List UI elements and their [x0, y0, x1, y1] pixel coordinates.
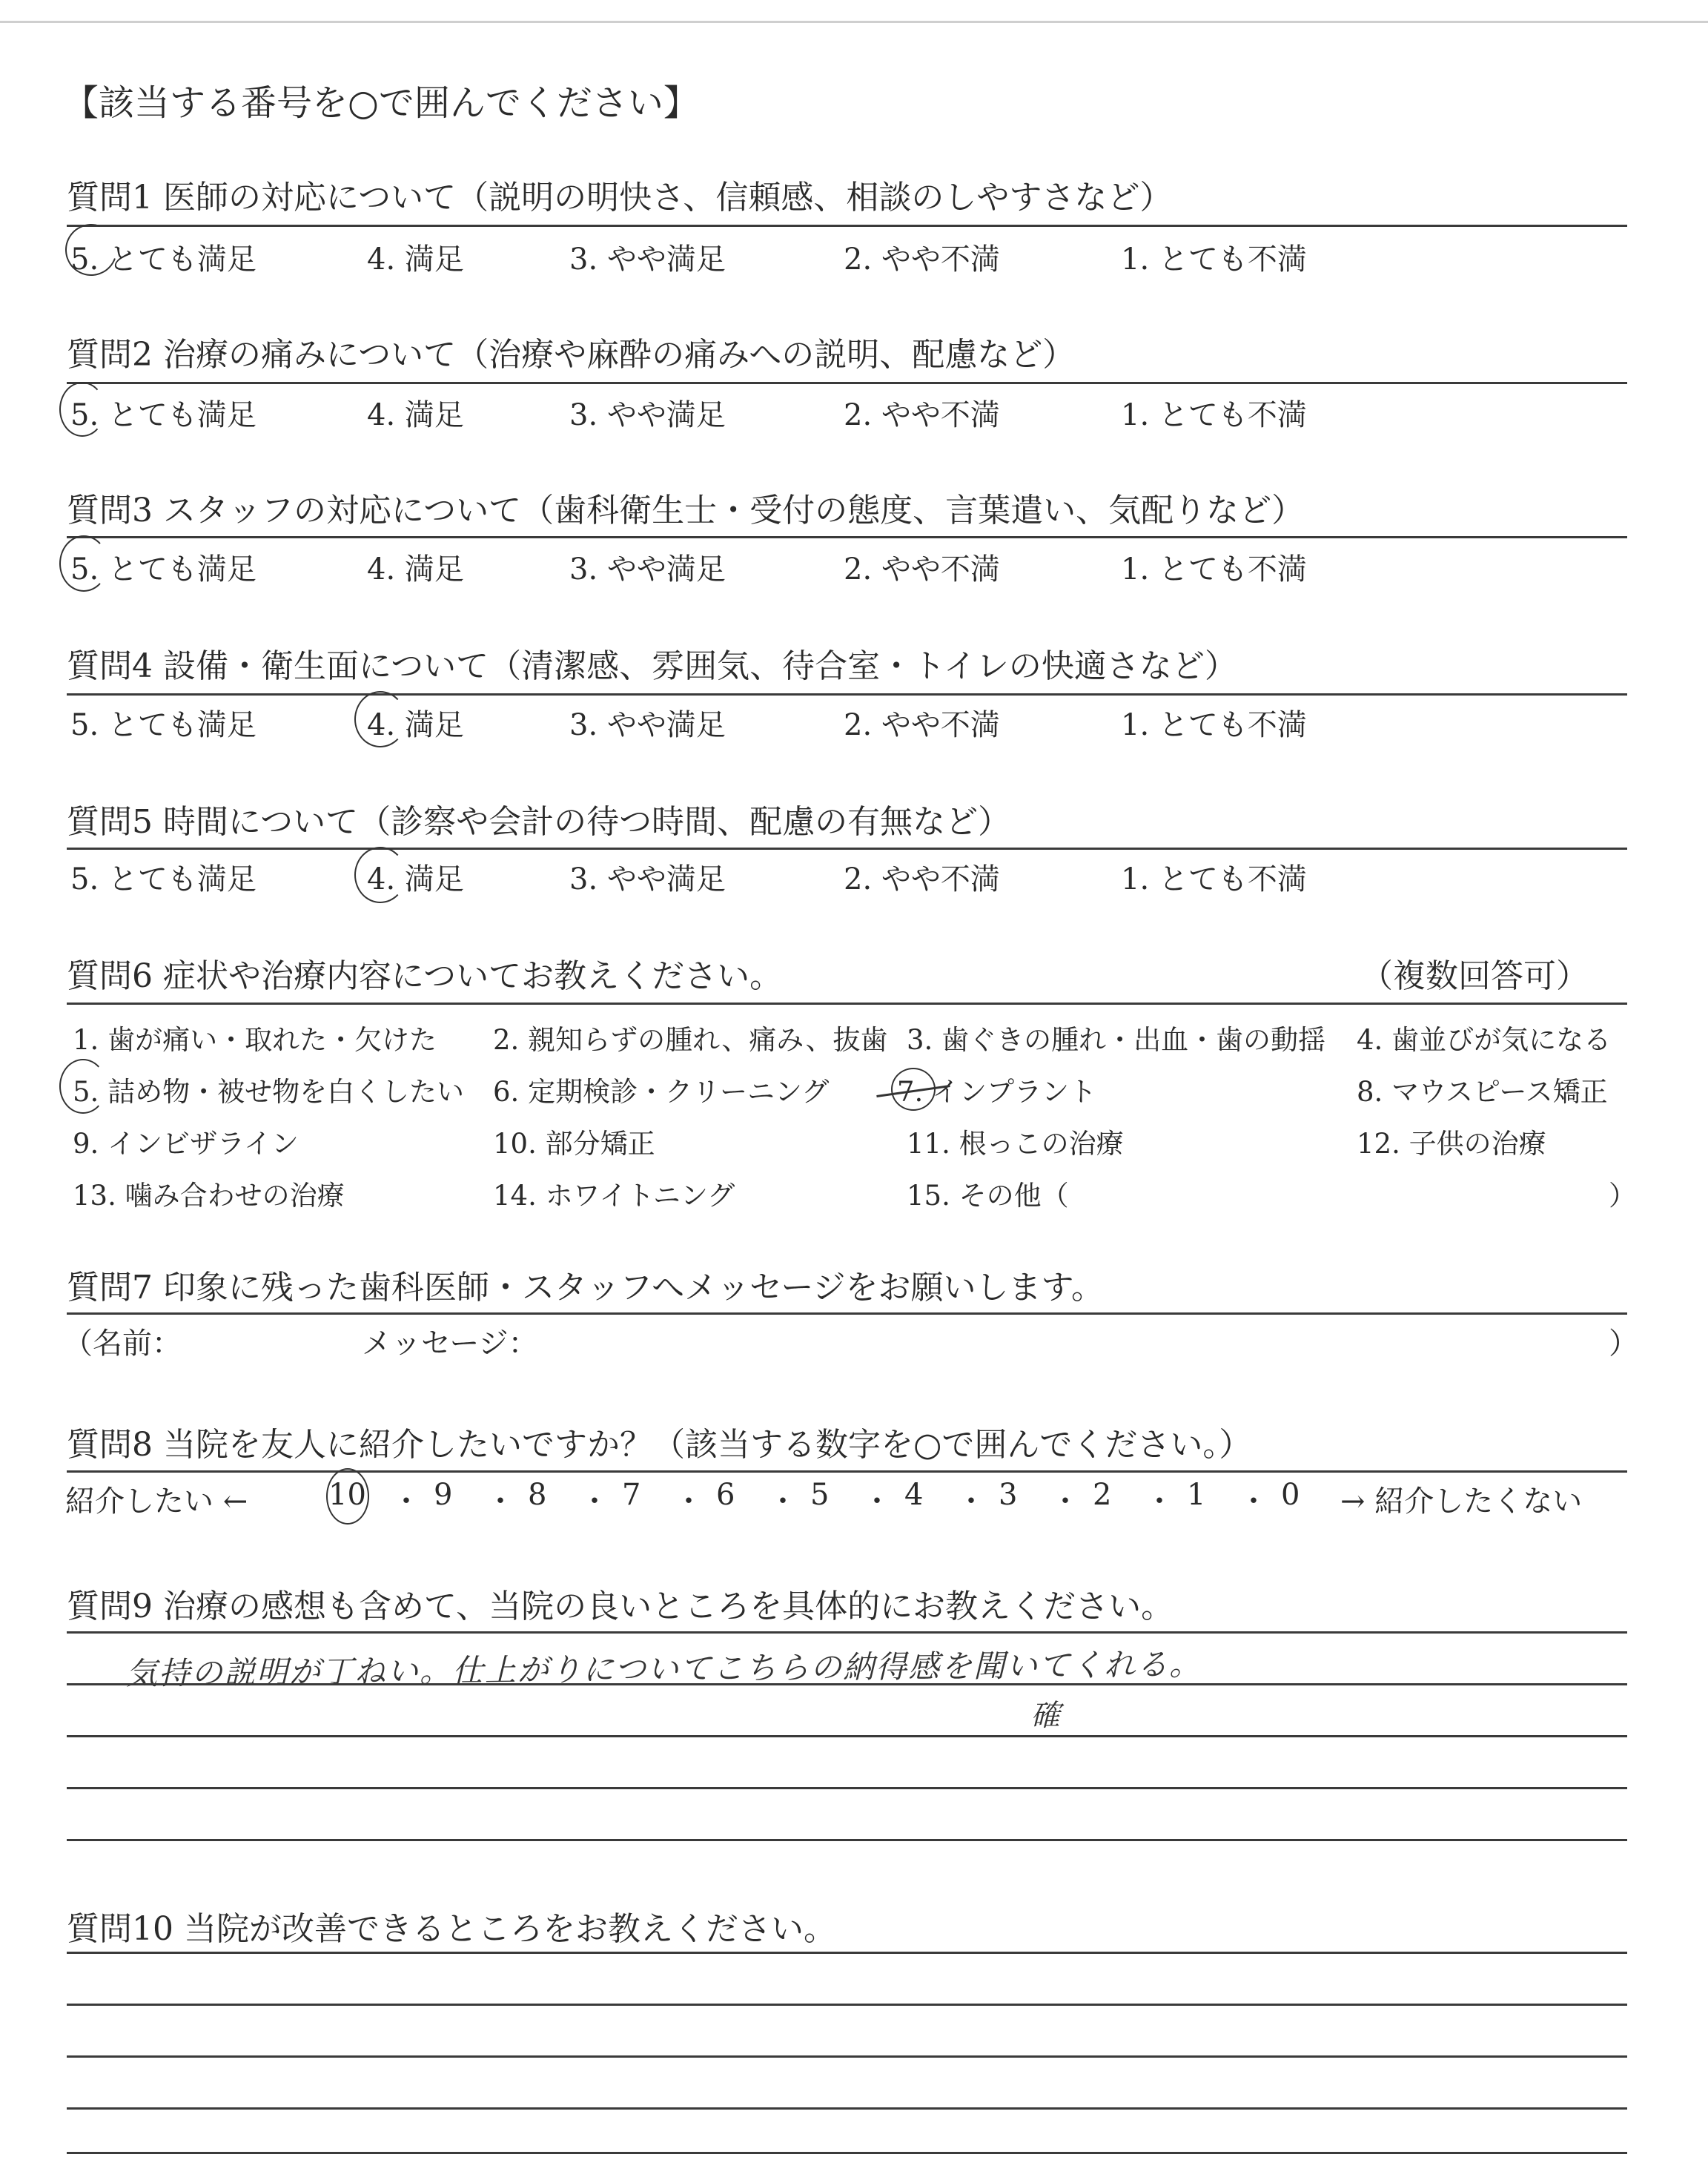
- q1-option-3[interactable]: 3. やや満足: [569, 242, 726, 277]
- q6-option-2[interactable]: 2. 親知らずの腫れ、痛み、抜歯: [493, 1024, 888, 1056]
- q6-option-5[interactable]: 5. 詰め物・被せ物を白くしたい: [73, 1076, 465, 1108]
- q6-option-14[interactable]: 14. ホワイトニング: [493, 1180, 735, 1212]
- q8-score-2[interactable]: 2: [1093, 1478, 1112, 1512]
- q10-rule-2: [67, 2055, 1627, 2058]
- q8-dot: ・: [674, 1484, 704, 1519]
- q8-dot: ・: [391, 1484, 421, 1519]
- q6-option-10[interactable]: 10. 部分矯正: [493, 1128, 655, 1160]
- q8-dot: ・: [862, 1484, 892, 1519]
- q6-option-8[interactable]: 8. マウスピース矯正: [1357, 1076, 1608, 1108]
- q8-score-6[interactable]: 6: [716, 1478, 735, 1512]
- q9-title: 質問9 治療の感想も含めて、当院の良いところを具体的にお教えください。: [67, 1588, 1174, 1625]
- q3-title: 質問3 スタッフの対応について（歯科衛生士・受付の態度、言葉遣い、気配りなど）: [67, 492, 1305, 529]
- q5-option-5[interactable]: 5. とても満足: [70, 862, 256, 896]
- q9-rule-0: [67, 1631, 1627, 1634]
- q8-left-label: 紹介したい ←: [65, 1484, 248, 1519]
- q8-score-4[interactable]: 4: [904, 1478, 924, 1512]
- q9-rule-3: [67, 1787, 1627, 1789]
- q7-message-label: メッセージ：: [362, 1327, 538, 1361]
- q10-rule-0: [67, 1952, 1627, 1954]
- q5-selection-circle: [354, 847, 406, 903]
- q6-title: 質問6 症状や治療内容についてお教えください。: [67, 957, 783, 995]
- q7-name-label: （名前：: [63, 1327, 182, 1361]
- q4-option-3[interactable]: 3. やや満足: [569, 708, 726, 742]
- q8-score-3[interactable]: 3: [999, 1478, 1018, 1512]
- q8-right-label: → 紹介したくない: [1340, 1484, 1583, 1519]
- q10-title: 質問10 当院が改善できるところをお教えください。: [67, 1910, 836, 1948]
- q3-option-2[interactable]: 2. やや不満: [844, 552, 1000, 587]
- q8-dot: ・: [956, 1484, 986, 1519]
- q9-rule-2: [67, 1735, 1627, 1737]
- q6-option-9[interactable]: 9. インビザライン: [73, 1128, 299, 1160]
- q8-score-8[interactable]: 8: [528, 1478, 547, 1512]
- q4-option-5[interactable]: 5. とても満足: [70, 708, 256, 742]
- q9-rule-4: [67, 1839, 1627, 1841]
- q8-score-7[interactable]: 7: [622, 1478, 641, 1512]
- q3-option-3[interactable]: 3. やや満足: [569, 552, 726, 587]
- q8-score-5[interactable]: 5: [810, 1478, 830, 1512]
- q8-score-10[interactable]: 10: [328, 1478, 366, 1512]
- q6-option-3[interactable]: 3. 歯ぐきの腫れ・出血・歯の動揺: [907, 1024, 1326, 1056]
- q4-selection-circle: [354, 691, 406, 747]
- q10-rule-1: [67, 2004, 1627, 2006]
- q4-option-4[interactable]: 4. 満足: [367, 708, 464, 742]
- q1-title: 質問1 医師の対応について（説明の明快さ、信頼感、相談のしやすさなど）: [67, 179, 1173, 217]
- q1-option-2[interactable]: 2. やや不満: [844, 242, 1000, 277]
- q8-score-0[interactable]: 0: [1281, 1478, 1300, 1512]
- q5-title: 質問5 時間について（診察や会計の待つ時間、配慮の有無など）: [67, 803, 1011, 841]
- q6-selection-circle-5: [59, 1059, 107, 1114]
- q3-option-1[interactable]: 1. とても不満: [1121, 552, 1307, 587]
- q5-option-1[interactable]: 1. とても不満: [1121, 862, 1307, 896]
- scan-top-edge: [0, 21, 1708, 23]
- q5-option-3[interactable]: 3. やや満足: [569, 862, 726, 896]
- q5-rule: [67, 848, 1627, 850]
- q6-other-close-paren: ）: [1609, 1180, 1636, 1212]
- q8-dot: ・: [486, 1484, 515, 1519]
- q3-selection-circle: [59, 535, 108, 592]
- q8-score-1[interactable]: 1: [1187, 1478, 1206, 1512]
- q7-close-paren: ）: [1609, 1327, 1638, 1361]
- q3-option-4[interactable]: 4. 満足: [367, 552, 464, 587]
- q9-handwritten-answer: 気持の説明が丁ねい。仕上がりについてこちらの納得感を聞いてくれる。: [125, 1645, 1202, 1692]
- q6-option-4[interactable]: 4. 歯並びが気になる: [1357, 1024, 1612, 1056]
- q9-handwritten-correction: 確: [1030, 1699, 1062, 1733]
- q6-rule: [67, 1003, 1627, 1005]
- q8-selection-circle: [326, 1468, 369, 1525]
- q8-dot: ・: [768, 1484, 798, 1519]
- q6-option-11[interactable]: 11. 根っこの治療: [907, 1128, 1124, 1160]
- q2-option-2[interactable]: 2. やや不満: [844, 398, 1000, 432]
- q6-option-1[interactable]: 1. 歯が痛い・取れた・欠けた: [73, 1024, 437, 1056]
- q4-rule: [67, 693, 1627, 696]
- q8-title: 質問8 当院を友人に紹介したいですか？（該当する数字を○で囲んでください。）: [67, 1426, 1252, 1464]
- q10-rule-3: [67, 2107, 1627, 2110]
- q2-option-4[interactable]: 4. 満足: [367, 398, 464, 432]
- q10-rule-4: [67, 2152, 1627, 2154]
- q2-title: 質問2 治療の痛みについて（治療や麻酔の痛みへの説明、配慮など）: [67, 336, 1076, 374]
- q8-rule: [67, 1470, 1627, 1473]
- q8-score-9[interactable]: 9: [434, 1478, 453, 1512]
- q2-option-1[interactable]: 1. とても不満: [1121, 398, 1307, 432]
- q6-multiple-note: （複数回答可）: [1360, 957, 1589, 995]
- q4-option-2[interactable]: 2. やや不満: [844, 708, 1000, 742]
- q8-dot: ・: [1050, 1484, 1080, 1519]
- q2-rule: [67, 382, 1627, 384]
- q9-rule-1: [67, 1683, 1627, 1685]
- q2-selection-circle: [59, 382, 105, 437]
- q7-rule: [67, 1312, 1627, 1315]
- q6-option-7[interactable]: 7. インプラント: [897, 1076, 1097, 1108]
- q6-option-6[interactable]: 6. 定期検診・クリーニング: [493, 1076, 830, 1108]
- q1-rule: [67, 225, 1627, 227]
- q1-option-5[interactable]: 5. とても満足: [70, 242, 256, 277]
- q6-option-12[interactable]: 12. 子供の治療: [1357, 1128, 1546, 1160]
- q2-option-3[interactable]: 3. やや満足: [569, 398, 726, 432]
- q2-option-5[interactable]: 5. とても満足: [70, 398, 256, 432]
- q8-dot: ・: [1239, 1484, 1268, 1519]
- q5-option-4[interactable]: 4. 満足: [367, 862, 464, 896]
- q8-dot: ・: [580, 1484, 609, 1519]
- q4-title: 質問4 設備・衛生面について（清潔感、雰囲気、待合室・トイレの快適さなど）: [67, 647, 1237, 685]
- q5-option-2[interactable]: 2. やや不満: [844, 862, 1000, 896]
- q4-option-1[interactable]: 1. とても不満: [1121, 708, 1307, 742]
- q8-dot: ・: [1145, 1484, 1174, 1519]
- q7-title: 質問7 印象に残った歯科医師・スタッフへメッセージをお願いします。: [67, 1269, 1104, 1307]
- instruction-heading: 【該当する番号を○で囲んでください】: [63, 82, 699, 124]
- q3-option-5[interactable]: 5. とても満足: [70, 552, 256, 587]
- q6-option-13[interactable]: 13. 噛み合わせの治療: [73, 1180, 345, 1212]
- q3-rule: [67, 536, 1627, 538]
- q1-option-1[interactable]: 1. とても不満: [1121, 242, 1307, 277]
- q6-option-15-other[interactable]: 15. その他（: [907, 1180, 1069, 1212]
- q1-option-4[interactable]: 4. 満足: [367, 242, 464, 277]
